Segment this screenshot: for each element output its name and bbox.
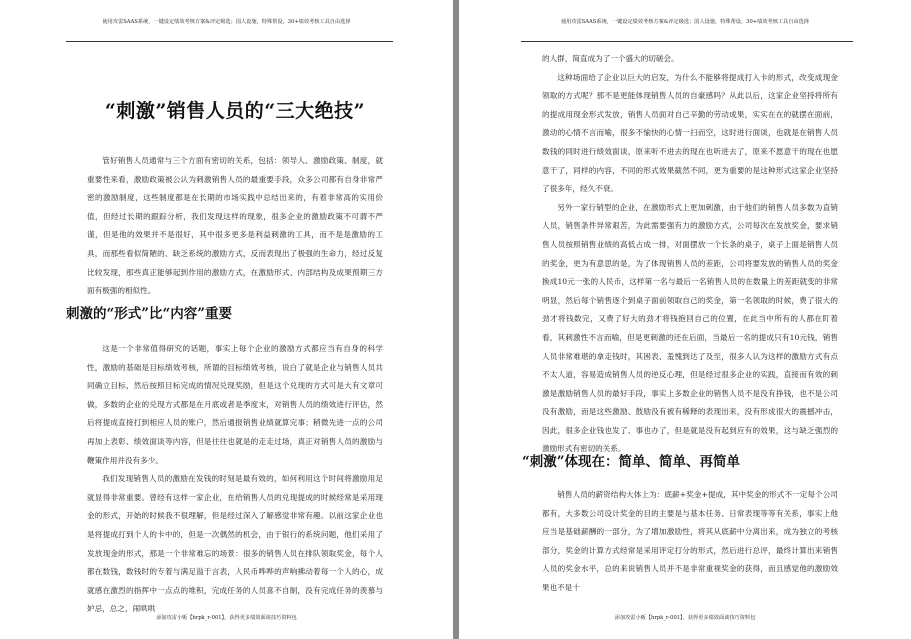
- header-rule: [521, 41, 853, 42]
- body-paragraph: 销售人员的薪资结构大体上为：底薪+奖金+提成，其中奖金的形式不一定每个公司都有，大多数公司设计奖金的目的主要是与基本任务、日常表现等等有关系，事实上他应当是基础薪酬的一部分，为了增加激励性，将其从底薪中分离出来，成为独立的考核部分，奖金的计算方式经常是采用评定打分的形式，然后进行总评，最终计算出来销售人员的奖金水平，总的来说销售人员并不是非常重视奖金的获得，而且感觉他的激励效果也不是十: [542, 490, 838, 592]
- header-rule: [66, 41, 393, 42]
- body-block: [542, 486, 838, 598]
- body-block: [87, 340, 383, 619]
- body-paragraph: 另外一家行销型的企业，在激励形式上更加刺激，由于他们的销售人员多数为直销人员，销售条件异常艰苦，为此需要强有力的激励方式，公司每次在发放奖金，要求销售人员按照销售业绩的高低占成一排，对面摆放一个长条的桌子，桌子上面是销售人员的奖金，更为有意思的是，为了体现销售人员的差距，公司将要发放的销售人员的奖金换成10元一张的人民币，这样第一名与最后一名销售人员的在数量上的差距就变的非常明显，然后每个销售逐个到桌子面前领取自己的奖金，第一名领取的时候，费了很大的劲才将钱数完，又费了好大的劲才将钱抱回自己的位置，在此当中所有的人都在盯着看，其刺激性不言而喻，但是更刺激的还在后面，当最后一名的提成只有10元钱，销售人员非常难堪的拿走钱时，其困表、羞愧到达了及至，很多人认为这样的激励方式有点不太人道，容易造成销售人员的逆反心理，但是经过很多企业的实践，直接而有效的刺激是激励销售人员的最好手段，事实上多数企业的销售人员不是没有挣钱，也不是公司没有激励，而是这些激励、鼓励没有被有稀释的表现出来，没有形成很大的震撼冲击，因此，很多企业钱也发了、事也办了，但是就是没有起到应有的效果，这与缺乏强烈的激励形式有密切的关系。: [542, 202, 838, 454]
- section-heading: “刺激”体现在：简单、简单、再简单: [522, 454, 741, 470]
- document-page-left: [0, 0, 453, 639]
- body-block: [542, 50, 838, 459]
- body-paragraph: 这是一个非常值得研究的话题，事实上每个企业的激励方式都应当有自身的科学性，激励的基础是目标绩效考核，所谓的目标绩效考核，说白了就是企业与销售人员共同确立目标，然后按照目标完成的情况兑现奖励，但是这个兑现的方式可是大有文章可做，多数的企业的兑现方式都是在月底或者是季度末，对销售人员的绩效进行评估，然后将提成直接打到相应人员的账户，然后通报销售业绩就算完事；稍微先进一点的公司再加上表彰、绩效面谈等内容，但是往往也就是的走走过场，真正对销售人员的激励与鞭策作用并没有多少。: [87, 344, 383, 465]
- intro-block: [87, 152, 383, 301]
- section-heading-block: [66, 302, 383, 322]
- body-paragraph: 的人群，简直成为了一个盛大的切磋会。: [542, 54, 679, 63]
- section-heading: 刺激的“形式”比“内容”重要: [66, 306, 233, 322]
- page-header: 使用攻雷SAAS系统，一键设定绩效考核方案&评定级选；国人设施，特殊帮设，30+绩效考核工具自由选择: [560, 19, 810, 25]
- body-paragraph: 这种场面给了企业以巨大的启发，为什么不能够将提成打入卡的形式，改变成现金领取的方式呢？那不是更能体现销售人员的自豪感吗？从此以后，这家企业坚持将所有的提成用现金形式发放，销售人员面对自己辛勤的劳动成果，实实在在的就摆在面前，激动的心情不言而喻，很多不愉快的心情一扫而空，这时进行面谈，也就是在销售人员数钱的同时进行绩效面谈，原来听不进去的现在也听进去了，原来不愿意干的现在也愿意干了，同样的内容，不同的形式效果截然不同，更为重要的是这种形式这家企业坚持了很多年，经久不衰。: [542, 72, 838, 194]
- page-footer: 添加攻雷小贩【hrpk_r-001】，获得更多绩效面谈技巧资料包: [614, 615, 756, 621]
- intro-paragraph: 管好销售人员通常与三个方面有密切的关系，包括：领导人、激励政策、制度，就重要性来看，激励政策被公认为刺激销售人员的最重要手段，众多公司都有自身非常严密的激励制度，这些制度都是在长期的市场实践中总结出来的，有着非常高的实用价值，但经过长期的跟踪分析，我们发现这样的现象，很多企业的激励政策不可谓不严谨，但是他的效果并不是很好，其中很多更多是利益刺激的工具，而不是是激励的工具，而那些看似简陋的、缺乏系统的激励方式，反而表现出了极强的生命力，经过反复比较发现，那些真正能够起到作用的激励方式，在激励形式、内部结构及成果预期三方面有极强的相似性。: [87, 156, 383, 296]
- document-page-right: [459, 0, 911, 639]
- page-header: 使用攻雷SAAS系统，一键设定绩效考核方案&评定级选；国人设施，特殊帮设，30+绩效考核工具自由选择: [102, 19, 351, 25]
- article-title-block: [87, 96, 383, 123]
- body-paragraph: 我们发现销售人员的激励在发钱的时刻是最有效的，如何利用这个时间将激励用足就显得非常重要。曾经有这样一家企业，在给销售人员的兑现提成的时候经常是采用现金的形式，开始的时候我不很理解，但是经过深入了解感觉非常有趣。以前这家企业也是将提成打到个人的卡中的，但是一次偶然的机会，由于银行的系统问题，他们采用了发放现金的形式，那是一个非常难忘的场景：很多的销售人员在排队领取奖金，每个人都在数钱，数钱时的专着与满足溢于言表，人民币哗哗的声响拂动着每一个人的心，成就感在激烈的指挥中一点点的堆积，完成任务的人员喜不自制，没有完成任务的羡慕与妒忌，总之，闹哄哄: [87, 474, 383, 614]
- section-heading-block: [522, 450, 838, 470]
- page-footer: 添加攻雷小贩【hrpk_r-001】，获得更多绩效面谈技巧资料包: [156, 615, 297, 621]
- article-title: “刺激”销售人员的“三大绝技”: [104, 100, 366, 122]
